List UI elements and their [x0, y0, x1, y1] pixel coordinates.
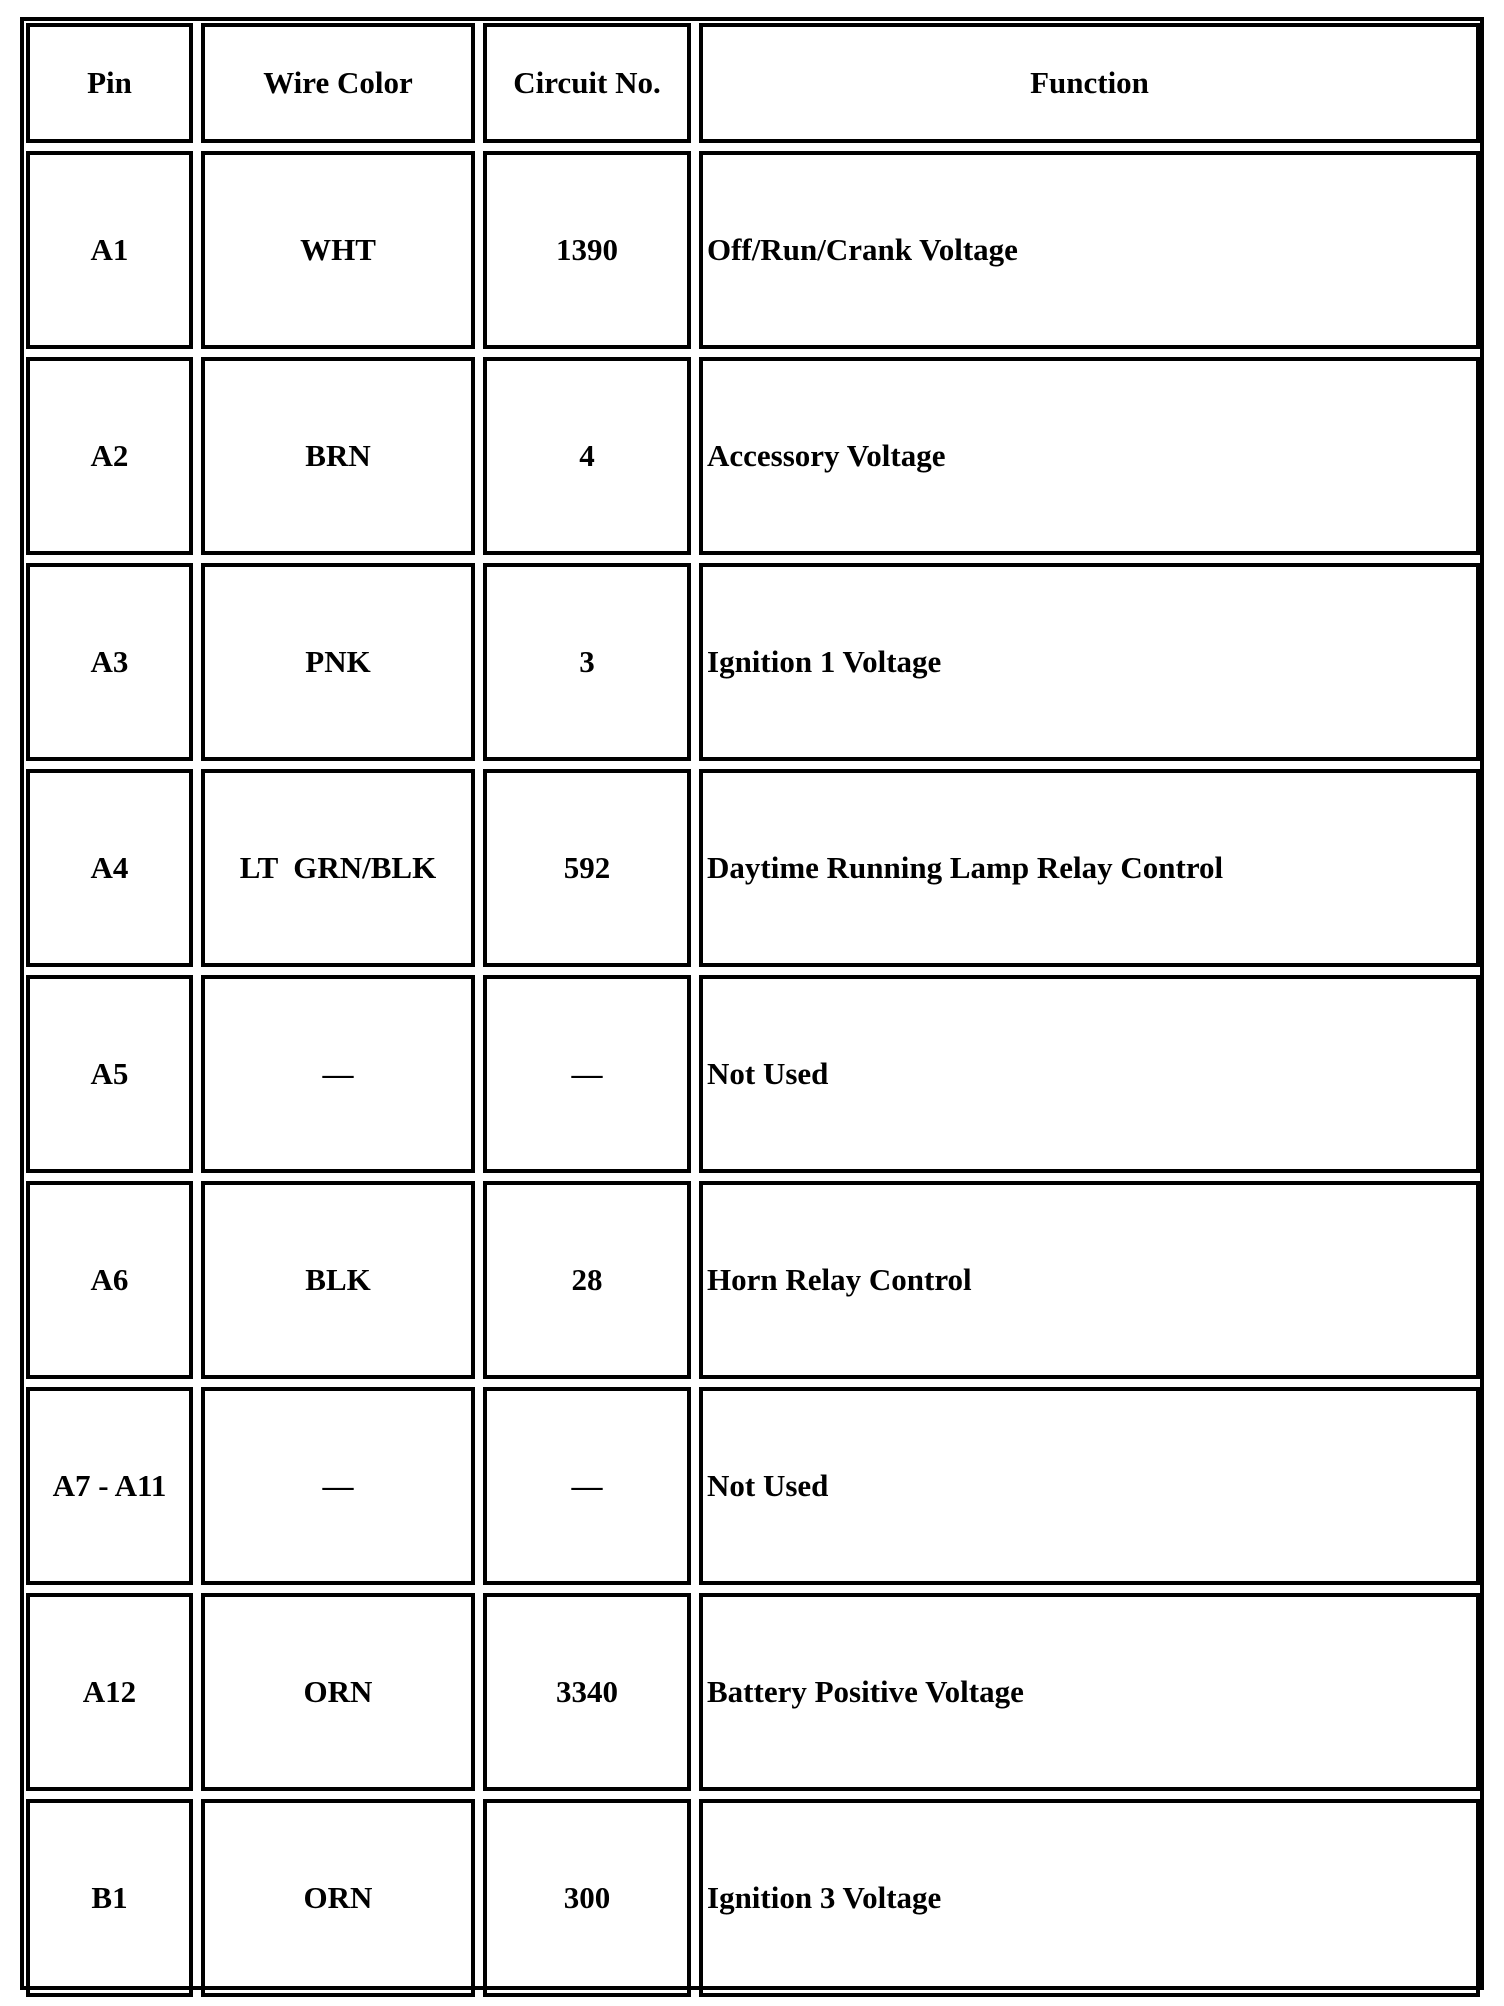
header-wire-color: Wire Color	[201, 23, 475, 143]
cell-pin: A6	[26, 1181, 193, 1379]
table-row	[26, 1387, 1480, 1585]
cell-circuit-no: —	[483, 975, 691, 1173]
header-circuit-no: Circuit No.	[483, 23, 691, 143]
header-pin: Pin	[26, 23, 193, 143]
cell-pin: A5	[26, 975, 193, 1173]
cell-wire-color: —	[201, 975, 475, 1173]
cell-wire-color: ORN	[201, 1799, 475, 1997]
cell-pin: A1	[26, 151, 193, 349]
cell-function: Daytime Running Lamp Relay Control	[699, 769, 1480, 967]
table-row	[26, 975, 1480, 1173]
cell-circuit-no: 3340	[483, 1593, 691, 1791]
cell-pin: A7 - A11	[26, 1387, 193, 1585]
cell-wire-color: BLK	[201, 1181, 475, 1379]
cell-function: Accessory Voltage	[699, 357, 1480, 555]
table-row	[26, 357, 1480, 555]
cell-wire-color: —	[201, 1387, 475, 1585]
cell-circuit-no: 4	[483, 357, 691, 555]
cell-circuit-no: 300	[483, 1799, 691, 1997]
cell-pin: A12	[26, 1593, 193, 1791]
cell-wire-color: WHT	[201, 151, 475, 349]
cell-pin: A2	[26, 357, 193, 555]
cell-function: Battery Positive Voltage	[699, 1593, 1480, 1791]
cell-function: Off/Run/Crank Voltage	[699, 151, 1480, 349]
cell-function: Ignition 1 Voltage	[699, 563, 1480, 761]
cell-circuit-no: 28	[483, 1181, 691, 1379]
cell-wire-color: LT GRN/BLK	[201, 769, 475, 967]
table-row	[26, 151, 1480, 349]
cell-wire-color: ORN	[201, 1593, 475, 1791]
table-row	[26, 1181, 1480, 1379]
cell-pin: A4	[26, 769, 193, 967]
connector-pinout-table	[18, 15, 1488, 2005]
table-row	[26, 1593, 1480, 1791]
table-row	[26, 769, 1480, 967]
cell-pin: B1	[26, 1799, 193, 1997]
cell-function: Not Used	[699, 975, 1480, 1173]
cell-function: Ignition 3 Voltage	[699, 1799, 1480, 1997]
cell-circuit-no: —	[483, 1387, 691, 1585]
header-function: Function	[699, 23, 1480, 143]
cell-function: Not Used	[699, 1387, 1480, 1585]
cell-circuit-no: 592	[483, 769, 691, 967]
cell-wire-color: PNK	[201, 563, 475, 761]
cell-circuit-no: 3	[483, 563, 691, 761]
header-row	[26, 23, 1480, 143]
cell-function: Horn Relay Control	[699, 1181, 1480, 1379]
cell-pin: A3	[26, 563, 193, 761]
cell-wire-color: BRN	[201, 357, 475, 555]
table-row	[26, 1799, 1480, 1997]
table-row	[26, 563, 1480, 761]
cell-circuit-no: 1390	[483, 151, 691, 349]
